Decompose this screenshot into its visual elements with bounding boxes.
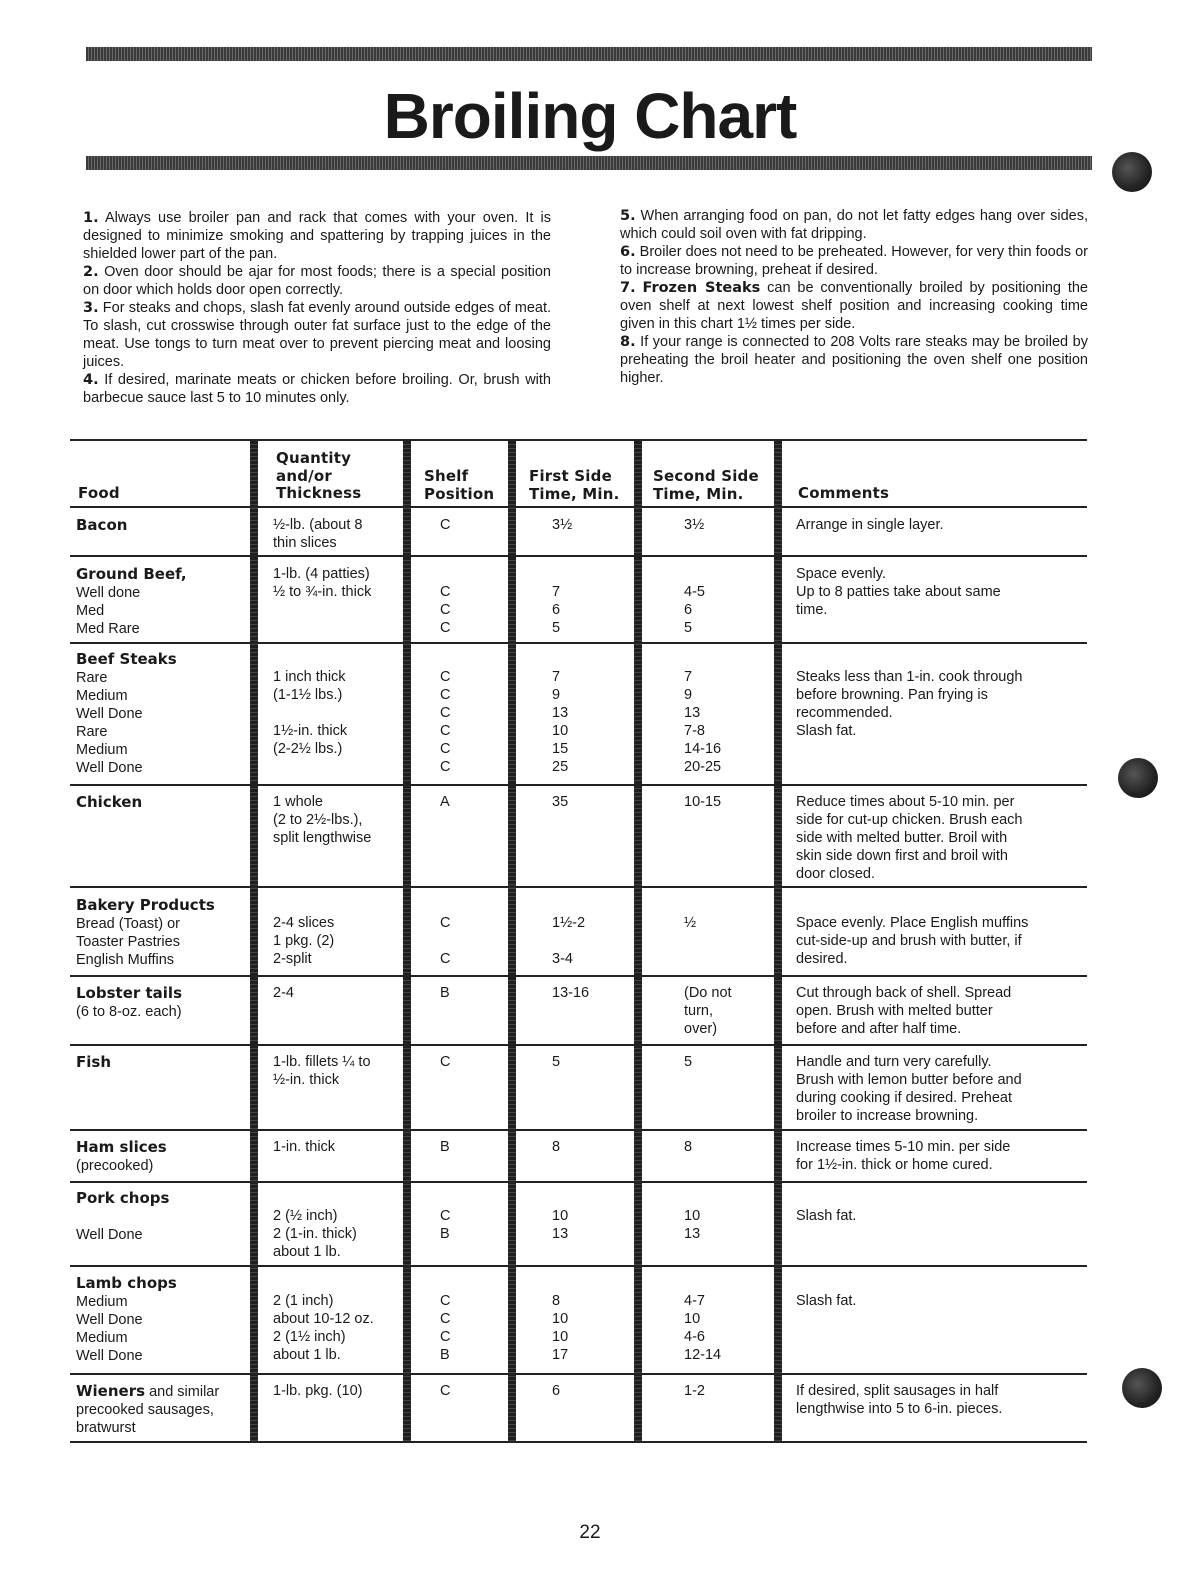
- quantity-cell: 1-lb. fillets ¼ to ½-in. thick: [273, 1054, 371, 1088]
- header-second-side: Second Side Time, Min.: [653, 467, 759, 503]
- note-item: 6. Broiler does not need to be preheated. However, for very thin foods or to increase browning, preheat if desired.: [620, 244, 1088, 278]
- second-side-cell: 4-7 10 4-6 12-14: [684, 1293, 722, 1363]
- second-side-cell: 7 9 13 7-8 14-16 20-25: [684, 669, 722, 775]
- second-side-cell: (Do not turn, over): [684, 985, 732, 1037]
- second-side-cell: 4-5 6 5: [684, 584, 705, 636]
- comments-cell: Slash fat.: [796, 1293, 857, 1309]
- food-cell: Chicken: [76, 793, 143, 811]
- row-rule: [70, 975, 1087, 977]
- first-side-cell: 5: [552, 1054, 561, 1070]
- note-item: 5. When arranging food on pan, do not let fatty edges hang over sides, which could soil oven with fat dripping.: [620, 208, 1089, 242]
- quantity-cell: 1-in. thick: [273, 1139, 336, 1155]
- quantity-cell: 2-4: [273, 985, 294, 1001]
- shelf-cell: C B: [440, 1208, 451, 1242]
- note-item: 8. If your range is connected to 208 Volts rare steaks may be broiled by preheating the broil heater and positioning the oven shelf one position higher.: [620, 334, 1088, 386]
- shelf-cell: A: [440, 794, 450, 810]
- second-side-cell: 1-2: [684, 1383, 705, 1399]
- table-top-rule: [70, 439, 1087, 441]
- comments-cell: Increase times 5-10 min. per side for 1½-in. thick or home cured.: [796, 1139, 1011, 1173]
- comments-cell: Space evenly. Up to 8 patties take about same time.: [796, 566, 1001, 618]
- row-rule: [70, 1265, 1087, 1267]
- row-rule: [70, 1373, 1087, 1375]
- second-side-cell: ½: [684, 915, 697, 931]
- second-side-cell: 10 13: [684, 1208, 701, 1242]
- food-cell: Ham slices (precooked): [76, 1138, 167, 1174]
- shelf-cell: C C C B: [440, 1293, 451, 1363]
- row-rule: [70, 784, 1087, 786]
- second-side-cell: 10-15: [684, 794, 722, 810]
- food-cell: Lamb chops Medium Well Done Medium Well Done: [76, 1274, 177, 1364]
- binder-hole-bottom: [1122, 1368, 1162, 1408]
- page-number: 22: [579, 1522, 601, 1543]
- shelf-cell: C: [440, 1383, 451, 1399]
- comments-cell: Slash fat.: [796, 1208, 857, 1224]
- binder-hole-top: [1112, 152, 1152, 192]
- first-side-cell: 13-16: [552, 985, 590, 1001]
- second-side-cell: 5: [684, 1054, 693, 1070]
- page-title: Broiling Chart: [383, 80, 797, 152]
- row-rule: [70, 555, 1087, 557]
- quantity-cell: 1 whole (2 to 2½-lbs.), split lengthwise: [273, 794, 372, 846]
- quantity-cell: 2-4 slices 1 pkg. (2) 2-split: [273, 915, 335, 967]
- first-side-cell: 8: [552, 1139, 561, 1155]
- header-rule: [70, 506, 1087, 508]
- comments-cell: Cut through back of shell. Spread open. Brush with melted butter before and after half time.: [796, 985, 1012, 1037]
- quantity-cell: 1-lb. pkg. (10): [273, 1383, 363, 1399]
- note-item: 1. Always use broiler pan and rack that comes with your oven. It is designed to minimize smoking and spattering by trapping juices in the shielded lower part of the pan.: [83, 210, 552, 262]
- comments-cell: Reduce times about 5-10 min. per side for cut-up chicken. Brush each side with melted butter. Broil with skin side down first and broil with door closed.: [796, 794, 1023, 882]
- shelf-cell: C C C C C C: [440, 669, 451, 775]
- food-cell: Lobster tails (6 to 8-oz. each): [76, 984, 182, 1020]
- broiling-table: [70, 437, 1087, 1445]
- first-side-cell: 6: [552, 1383, 561, 1399]
- comments-cell: Space evenly. Place English muffins cut-side-up and brush with butter, if desired.: [796, 915, 1029, 967]
- notes-left-column: [83, 209, 551, 407]
- food-cell: Beef Steaks Rare Medium Well Done Rare Medium Well Done: [76, 650, 177, 776]
- first-side-cell: 7 9 13 10 15 25: [552, 669, 569, 775]
- table-bottom-rule: [70, 1441, 1087, 1443]
- row-rule: [70, 1129, 1087, 1131]
- header-comments: Comments: [798, 484, 890, 502]
- row-rule: [70, 1044, 1087, 1046]
- quantity-cell: 1-lb. (4 patties) ½ to ¾-in. thick: [273, 566, 372, 600]
- second-side-cell: 3½: [684, 517, 705, 533]
- shelf-cell: C C: [440, 915, 451, 967]
- first-side-cell: 8 10 10 17: [552, 1293, 569, 1363]
- comments-cell: If desired, split sausages in half lengthwise into 5 to 6-in. pieces.: [796, 1383, 1003, 1417]
- shelf-cell: B: [440, 985, 450, 1001]
- shelf-cell: C C C: [440, 584, 451, 636]
- comments-cell: Steaks less than 1-in. cook through before browning. Pan frying is recommended. Slash fat.: [796, 669, 1023, 739]
- first-side-cell: 1½-2 3-4: [552, 915, 586, 967]
- first-side-cell: 35: [552, 794, 569, 810]
- shelf-cell: B: [440, 1139, 450, 1155]
- first-side-cell: 3½: [552, 517, 573, 533]
- header-food: Food: [78, 484, 120, 502]
- quantity-cell: ½-lb. (about 8 thin slices: [273, 517, 363, 551]
- food-cell: Fish: [76, 1053, 111, 1071]
- first-side-cell: 10 13: [552, 1208, 569, 1242]
- comments-cell: Arrange in single layer.: [796, 517, 944, 533]
- header-shelf: Shelf Position: [424, 467, 495, 503]
- second-side-cell: 8: [684, 1139, 693, 1155]
- food-cell: Ground Beef, Well done Med Med Rare: [76, 565, 187, 637]
- note-item: 4. If desired, marinate meats or chicken before broiling. Or, brush with barbecue sauce last 5 to 10 minutes only.: [83, 372, 551, 406]
- row-rule: [70, 642, 1087, 644]
- food-cell: Wieners and similar precooked sausages, bratwurst: [76, 1382, 220, 1436]
- quantity-cell: 1 inch thick (1-1½ lbs.) 1½-in. thick (2-2½ lbs.): [273, 669, 348, 757]
- row-rule: [70, 886, 1087, 888]
- shelf-cell: C: [440, 1054, 451, 1070]
- header-first-side: First Side Time, Min.: [529, 467, 620, 503]
- note-item: 2. Oven door should be ajar for most foods; there is a special position on door which holds door open correctly.: [83, 264, 551, 298]
- food-cell: Bacon: [76, 516, 128, 534]
- binder-hole-middle: [1118, 758, 1158, 798]
- shelf-cell: C: [440, 517, 451, 533]
- quantity-cell: 2 (1 inch) about 10-12 oz. 2 (1½ inch) about 1 lb.: [273, 1293, 374, 1363]
- note-item: 7. Frozen Steaks can be conventionally broiled by positioning the oven shelf at next lowest shelf position and increasing cooking time given in this chart 1½ times per side.: [620, 280, 1088, 332]
- title-rule-top: [86, 47, 1092, 61]
- food-cell: Bakery Products Bread (Toast) or Toaster Pastries English Muffins: [76, 896, 215, 968]
- food-cell: Pork chops Well Done: [76, 1189, 170, 1243]
- column-divider: [250, 441, 258, 1443]
- quantity-cell: 2 (½ inch) 2 (1-in. thick) about 1 lb.: [273, 1208, 357, 1260]
- note-item: 3. For steaks and chops, slash fat evenly around outside edges of meat. To slash, cut crosswise through outer fat surface just to the edge of the meat. Use tongs to turn meat over to prevent piercing meat and loosing juices.: [83, 300, 551, 370]
- title-rule-bottom: [86, 156, 1092, 170]
- column-divider: [508, 441, 516, 1443]
- notes-right-column: [620, 207, 1088, 387]
- column-divider: [634, 441, 642, 1443]
- row-rule: [70, 1181, 1087, 1183]
- first-side-cell: 7 6 5: [552, 584, 561, 636]
- header-quantity: Quantity and/or Thickness: [276, 449, 362, 502]
- comments-cell: Handle and turn very carefully. Brush with lemon butter before and during cooking if desired. Preheat broiler to increase browning.: [796, 1054, 1022, 1124]
